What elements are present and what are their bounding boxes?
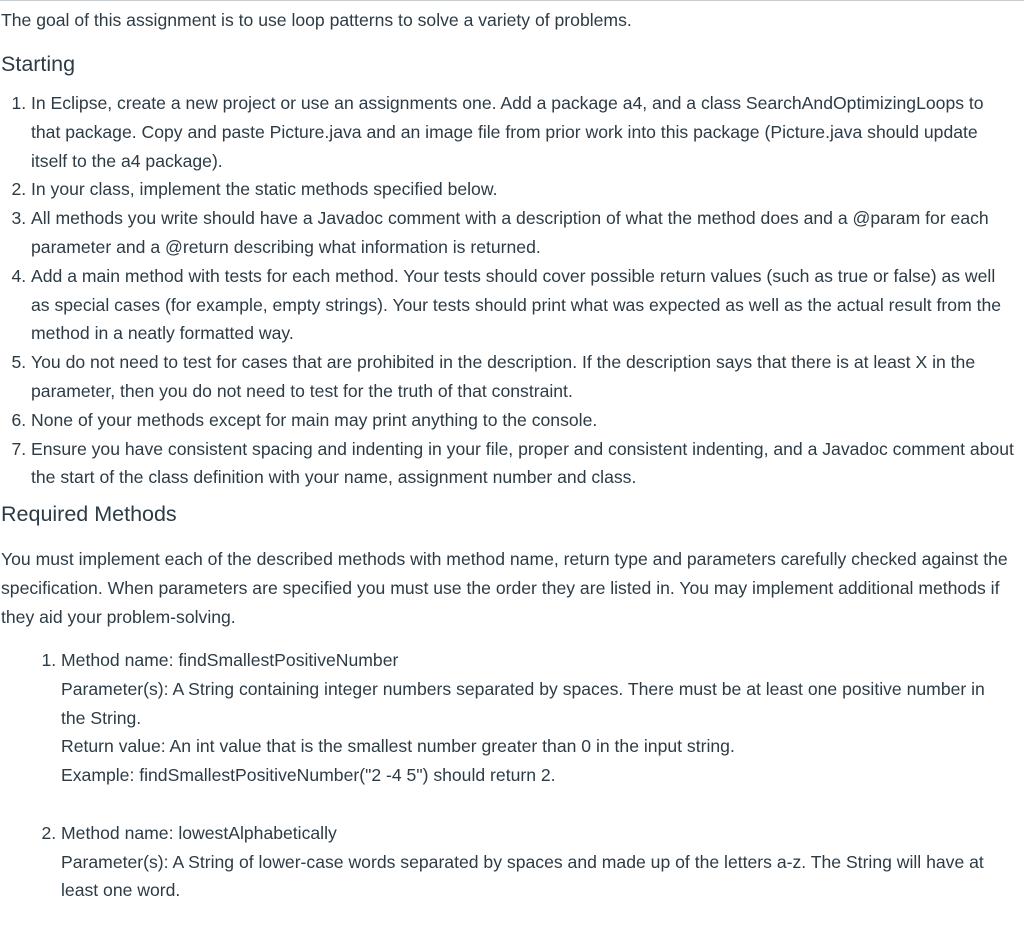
method-name: 1. Method name: findSmallestPositiveNumber: [61, 650, 399, 670]
method-parameters: Parameter(s): A String of lower-case words separated by spaces and made up of the letters a-z. The String will have at least one word.: [61, 851, 984, 901]
list-item: 3. All methods you write should have a Javadoc comment with a description of what the method does and a @param for each parameter and a @return describing what information is returned.: [31, 204, 1015, 262]
method-example: Example: findSmallestPositiveNumber("2 -4 5") should return 2.: [61, 765, 556, 786]
list-item: 7. Ensure you have consistent spacing and indenting in your file, proper and consistent indenting, and a Javadoc comment about the start of the class definition with your name, assignment number and class.: [31, 435, 1015, 493]
list-item: 1. In Eclipse, create a new project or use an assignments one. Add a package a4, and a class SearchAndOptimizingLoops to that package. Copy and paste Picture.java and an image file from prior work into this package (Picture.java should update itself to the a4 package).: [31, 89, 1015, 175]
method-name: 2. Method name: lowestAlphabetically: [61, 822, 337, 843]
list-item: 2. In your class, implement the static methods specified below.: [31, 175, 1015, 204]
intro-paragraph: The goal of this assignment is to use loop patterns to solve a variety of problems.: [1, 10, 632, 30]
method-parameters: Parameter(s): A String containing integer numbers separated by spaces. There must be at least one positive number in the String.: [61, 678, 985, 728]
method-item-lowest-alphabetically: [61, 819, 1011, 905]
list-item: 4. Add a main method with tests for each method. Your tests should cover possible return values (such as true or false) as well as special cases (for example, empty strings). Your tests should print what was expected as well as the actual result from the method in a neatly formatted way.: [31, 262, 1015, 348]
methods-list: [0, 646, 1011, 934]
required-methods-heading: Required Methods: [1, 502, 177, 526]
list-item: 6. None of your methods except for main may print anything to the console.: [31, 406, 1015, 435]
required-methods-intro: You must implement each of the described methods with method name, return type and parameters carefully checked against the specification. When parameters are specified you must use the order they are listed in. You may implement additional methods if they aid your problem-solving.: [1, 549, 1008, 627]
starting-heading: Starting: [1, 52, 76, 76]
method-item-find-smallest: [61, 646, 1011, 790]
starting-steps-list: [0, 89, 1015, 492]
method-return-value: Return value: An int value that is the smallest number greater than 0 in the input string.: [61, 736, 735, 757]
list-item: 5. You do not need to test for cases that are prohibited in the description. If the description says that there is at least X in the parameter, then you do not need to test for the truth of that constraint.: [31, 348, 1015, 406]
top-divider: [0, 0, 1024, 1]
